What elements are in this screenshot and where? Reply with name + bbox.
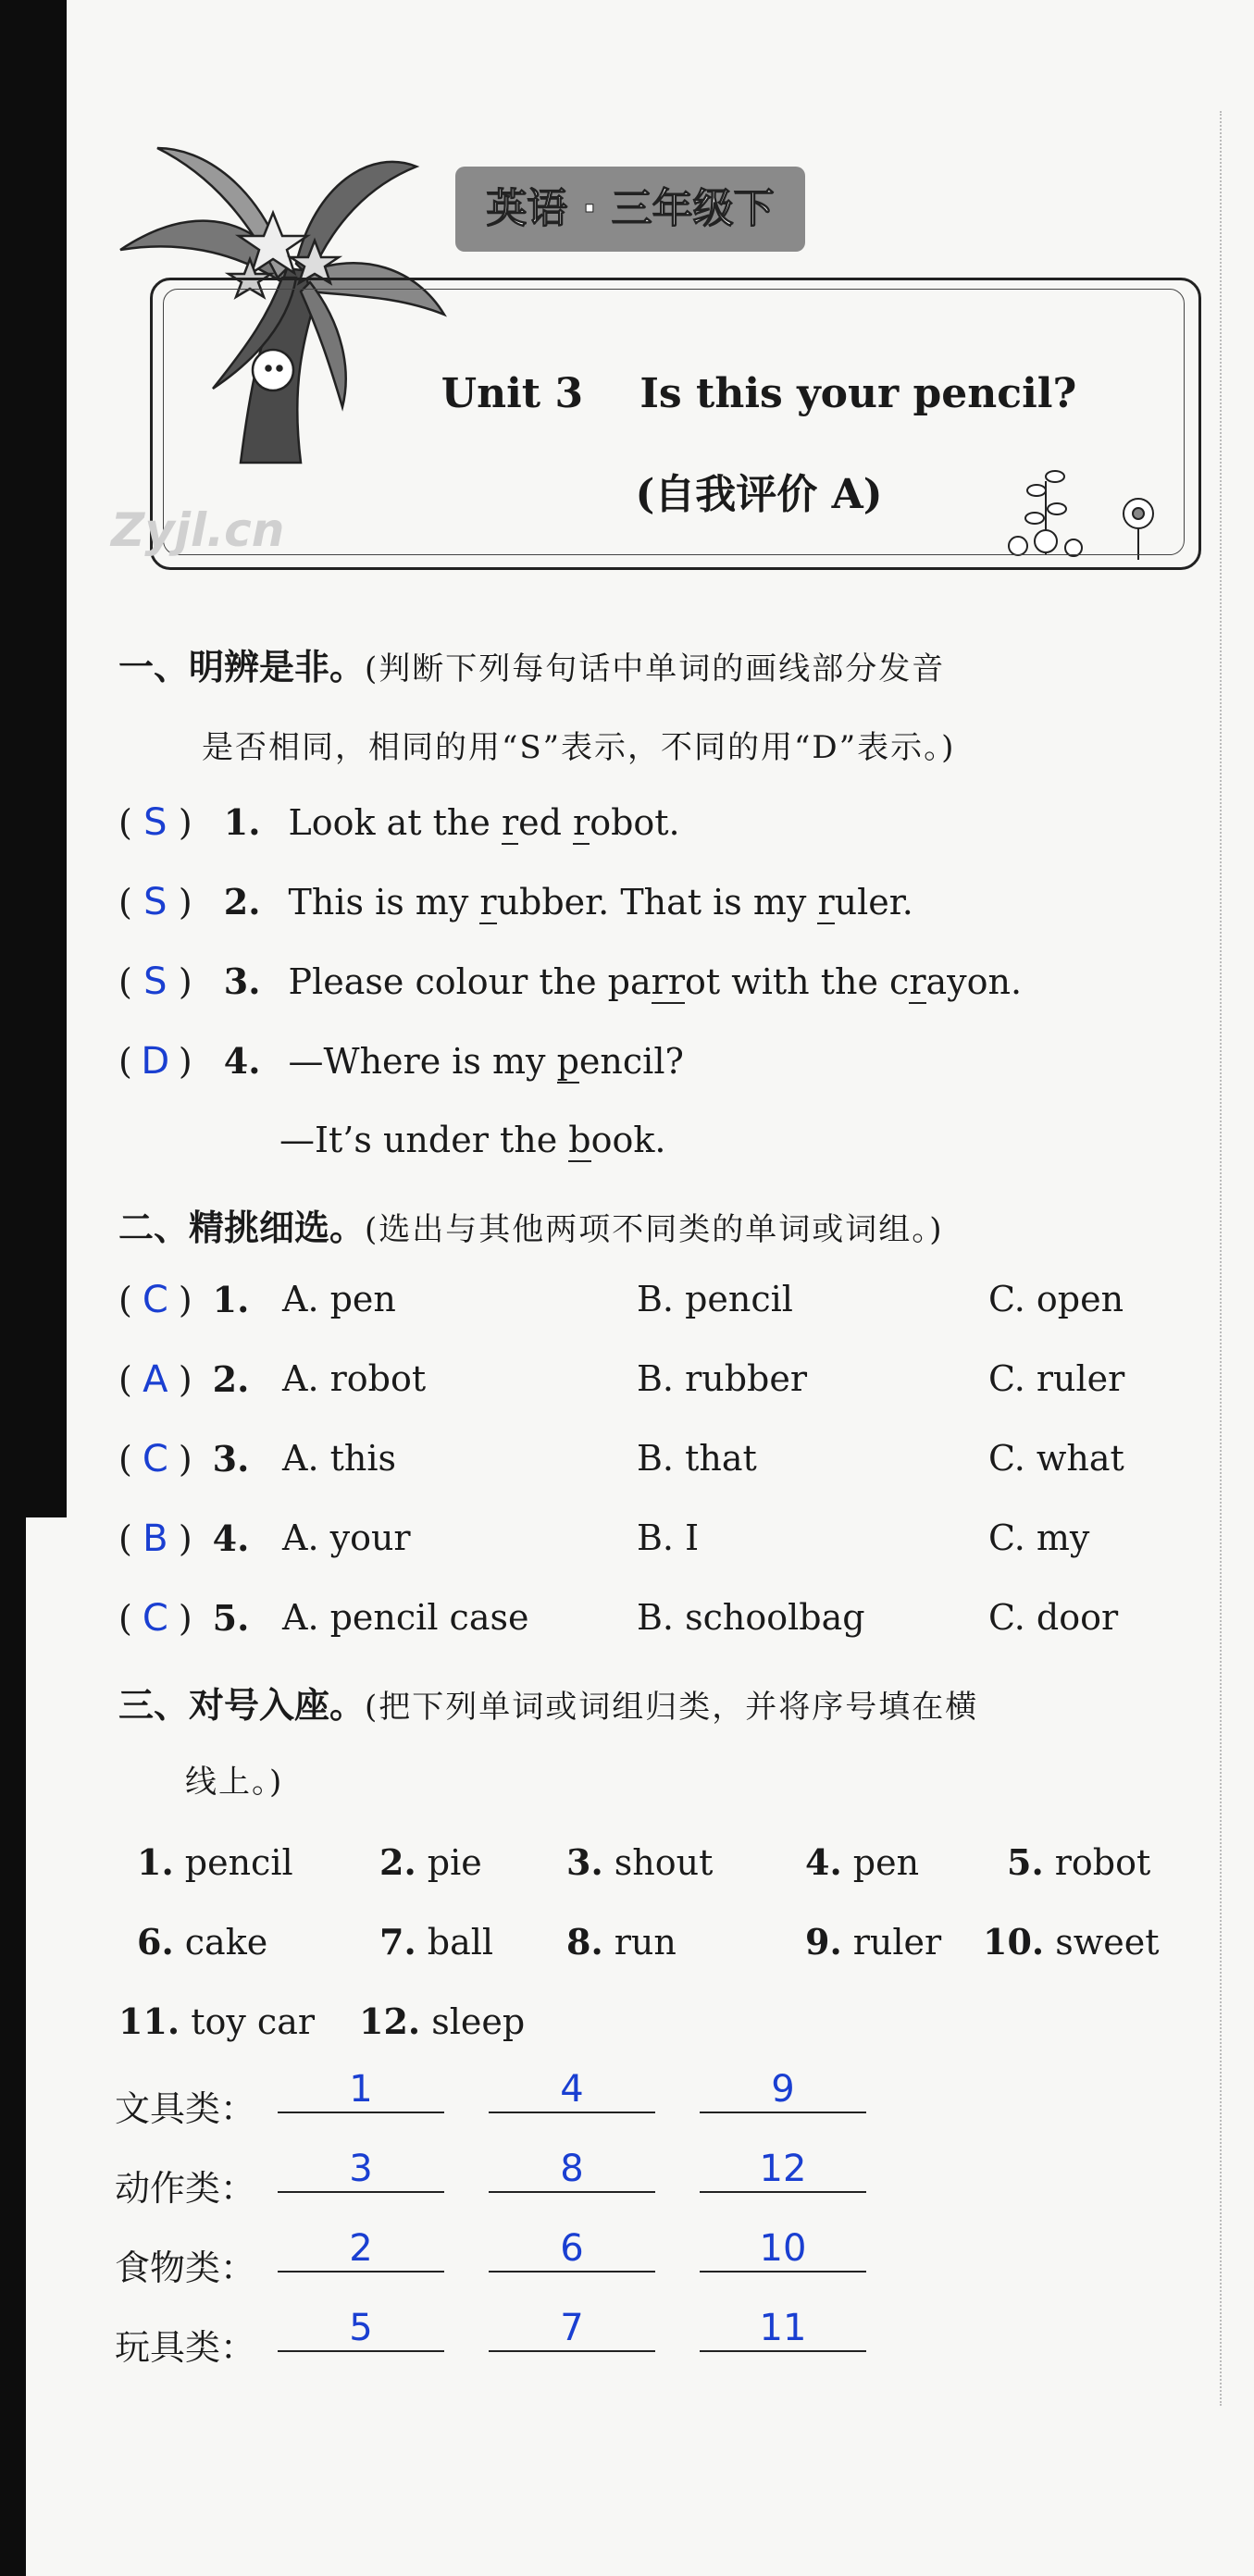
page-edge-dots	[1220, 111, 1222, 2406]
answer: C	[142, 1438, 168, 1480]
word-item: 1. pencil	[137, 1841, 293, 1883]
answer-blank: 7	[489, 2310, 655, 2352]
s1-item-3: ( S ) 3. Please colour the parrot with the crayon.	[118, 960, 1023, 1003]
answer-blank: 5	[278, 2310, 444, 2352]
answer: B	[143, 1517, 168, 1560]
answer: C	[142, 1279, 168, 1321]
section3-instruction: (把下列单词或词组归类，并将序号填在横	[365, 1689, 979, 1726]
section3-heading: 三、对号入座。	[118, 1685, 366, 1726]
word-item: 8. run	[566, 1921, 677, 1963]
answer-blank: 2	[278, 2230, 444, 2273]
section3-title	[118, 1677, 978, 1728]
answer-blank: 11	[700, 2310, 866, 2352]
word-item: 11. toy car	[118, 2000, 316, 2042]
section1-heading: 一、明辨是非。	[118, 647, 366, 687]
s1-item-2: ( S ) 2. This is my rubber. That is my ruler.	[118, 881, 913, 923]
answer-blank: 9	[700, 2071, 866, 2113]
answer: S	[143, 960, 168, 1003]
answer: A	[143, 1358, 168, 1401]
unit-title: Unit 3 Is this your pencil?	[441, 370, 1077, 417]
watermark: Zyjl.cn	[111, 503, 285, 557]
word-item: 12. sleep	[359, 2000, 526, 2042]
section2-title	[118, 1199, 944, 1250]
s1-item-4-line2: —It’s under the book.	[279, 1120, 666, 1160]
section2-instruction: (选出与其他两项不同类的单词或词组。)	[365, 1211, 944, 1248]
answer: C	[142, 1597, 168, 1640]
section3-instruction-2: 线上。)	[185, 1764, 284, 1801]
word-item: 7. ball	[379, 1921, 494, 1963]
answer-blank: 10	[700, 2230, 866, 2273]
word-item: 2. pie	[379, 1841, 482, 1883]
word-item: 4. pen	[805, 1841, 920, 1883]
answer-blank: 4	[489, 2071, 655, 2113]
section1-title	[118, 638, 945, 689]
book-tag: 英语 · 三年级下	[455, 167, 805, 252]
answer-blank: 1	[278, 2071, 444, 2113]
answer-blank: 12	[700, 2150, 866, 2193]
answer-blank: 6	[489, 2230, 655, 2273]
answer: S	[143, 801, 168, 844]
self-assessment-subtitle: (自我评价 A)	[635, 471, 883, 518]
binding-edge-lower	[0, 1517, 26, 2576]
section1-instruction-2: 是否相同，相同的用“S”表示，不同的用“D”表示。)	[202, 729, 956, 766]
s1-item-4: ( D ) 4. —Where is my pencil?	[118, 1040, 684, 1083]
section2-heading: 二、精挑细选。	[118, 1208, 366, 1248]
word-item: 6. cake	[137, 1921, 268, 1963]
answer: S	[143, 881, 168, 923]
answer-blank: 3	[278, 2150, 444, 2193]
word-item: 9. ruler	[805, 1921, 942, 1963]
word-item: 5. robot	[1007, 1841, 1151, 1883]
binding-edge	[0, 0, 67, 1517]
answer-blank: 8	[489, 2150, 655, 2193]
s1-item-1: ( S ) 1. Look at the red robot.	[118, 801, 680, 844]
word-item: 3. shout	[566, 1841, 714, 1883]
answer: D	[141, 1040, 170, 1083]
section1-instruction: (判断下列每句话中单词的画线部分发音	[365, 650, 946, 687]
word-item: 10. sweet	[983, 1921, 1160, 1963]
